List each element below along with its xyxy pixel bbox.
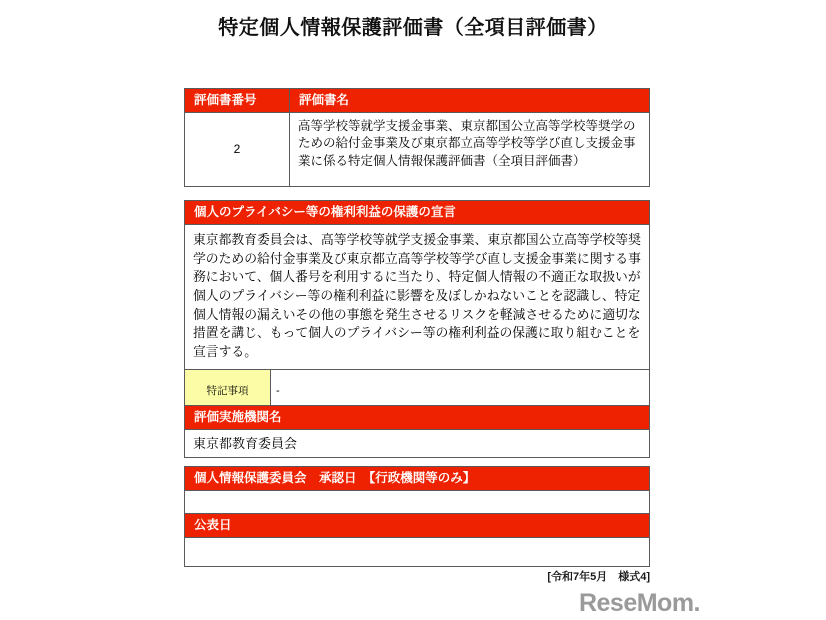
agency-section-header: 評価実施機関名 <box>185 406 649 430</box>
evaluation-name-value: 高等学校等就学支援金事業、東京都国公立高等学校等奨学のための給付金事業及び東京都立高等学校等学び直し支援金事業に係る特定個人情報保護評価書（全項目評価書） <box>290 113 649 186</box>
declaration-table <box>184 200 650 413</box>
approval-date-table <box>184 466 650 515</box>
form-revision-note: [令和7年5月 様式4] <box>547 571 650 583</box>
publication-date-table <box>184 513 650 567</box>
agency-name-value: 東京都教育委員会 <box>185 430 649 457</box>
declaration-body-text: 東京都教育委員会は、高等学校等就学支援金事業、東京都国公立高等学校等奨学のための給付金事業及び東京都立高等学校等学び直し支援金事業に関する事務において、個人番号を利用するに当たり、特定個人情報の不適正な取扱いが個人のプライバシー等の権利利益に影響を及ぼしかねないことを認識し、特定個人情報の漏えいその他の事態を発生させるリスクを軽減させるために適切な措置を講じ、もって個人のプライバシー等の権利利益の保護に取り組むことを宣言する。 <box>185 225 649 370</box>
approval-date-section-header: 個人情報保護委員会 承認日 【行政機関等のみ】 <box>185 467 649 491</box>
column-header-evaluation-name: 評価書名 <box>290 89 649 113</box>
publication-date-value <box>185 538 649 566</box>
resemom-watermark: ReseMom. <box>578 589 700 617</box>
approval-date-value <box>185 491 649 514</box>
evaluation-number-table <box>184 88 650 187</box>
table-row <box>185 113 649 186</box>
evaluation-number-value: 2 <box>185 113 290 186</box>
publication-date-section-header: 公表日 <box>185 514 649 538</box>
table-header-row <box>185 89 649 113</box>
declaration-section-header: 個人のプライバシー等の権利利益の保護の宣言 <box>185 201 649 225</box>
special-notes-value: - <box>276 384 280 397</box>
agency-table <box>184 405 650 458</box>
column-header-evaluation-number: 評価書番号 <box>185 89 290 113</box>
page-title: 特定個人情報保護評価書（全項目評価書） <box>218 17 608 39</box>
special-notes-label: 特記事項 <box>185 370 271 412</box>
